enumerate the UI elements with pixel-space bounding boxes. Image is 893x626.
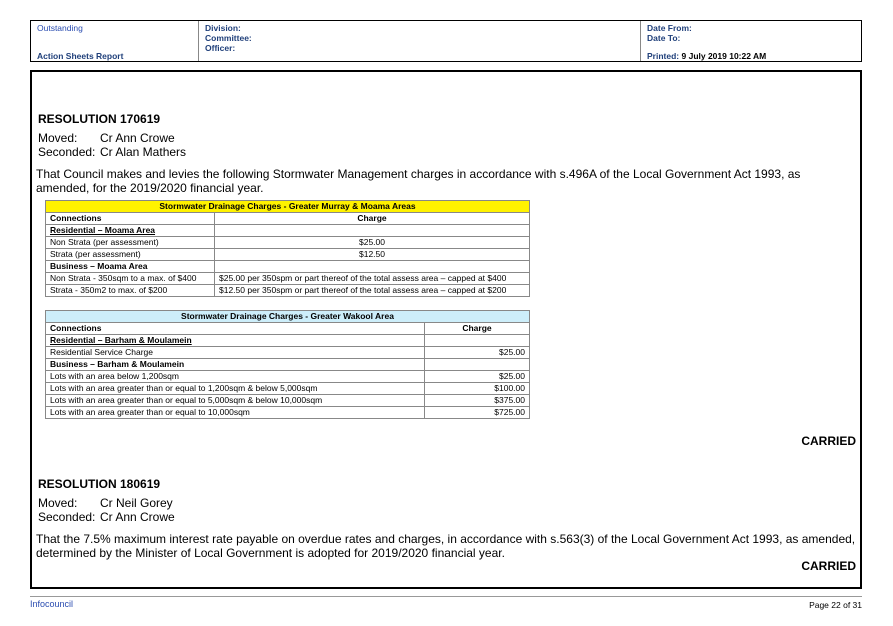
report-body [30,70,862,589]
report-header [30,20,862,62]
column-header: Charge [425,323,530,335]
seconded-line: Seconded: Cr Ann Crowe [38,510,175,524]
table-row: Residential – Moama Area [46,225,530,237]
table-row: Lots with an area greater than or equal to 10,000sqm $725.00 [46,407,530,419]
table-row: Residential – Barham & Moulamein [46,335,530,347]
column-header: Connections [46,213,215,225]
resolution-title: RESOLUTION 180619 [38,477,161,491]
page-number: Page 22 of 31 [809,600,862,610]
table-row: Residential Service Charge $25.00 [46,347,530,359]
table-row: Lots with an area below 1,200sqm $25.00 [46,371,530,383]
carried-label: CARRIED [801,434,856,448]
report-title: Action Sheets Report [37,51,124,61]
table-row: Lots with an area greater than or equal to 1,200sqm & below 5,000sqm $100.00 [46,383,530,395]
charges-table-murray-moama [45,200,530,297]
table-row: Non Strata - 350sqm to a max. of $400 $25.00 per 350spm or part thereof of the total assess area – capped at $400 [46,273,530,285]
footer-divider [30,596,862,597]
header-divider [640,21,641,61]
carried-label: CARRIED [801,559,856,573]
table-row: Strata (per assessment) $12.50 [46,249,530,261]
header-divider [198,21,199,61]
table-row: Lots with an area greater than or equal to 5,000sqm & below 10,000sqm $375.00 [46,395,530,407]
resolution-text: That the 7.5% maximum interest rate payable on overdue rates and charges, in accordance with s.563(3) of the Local Government Act 1993, as amended, determined by the Minister of Local Government is adopted for 2019/2020 financial year. [36,532,856,560]
moved-line: Moved: Cr Ann Crowe [38,131,175,145]
table-caption: Stormwater Drainage Charges - Greater Murray & Moama Areas [46,201,530,213]
table-row: Strata - 350m2 to max. of $200 $12.50 per 350spm or part thereof of the total assess area – capped at $200 [46,285,530,297]
table-row: Business – Moama Area [46,261,530,273]
table-row: Non Strata (per assessment) $25.00 [46,237,530,249]
column-header: Charge [215,213,530,225]
footer-brand: Infocouncil [30,599,74,609]
resolution-2 [38,477,175,524]
date-from-label: Date From: [647,23,692,33]
status-label: Outstanding [37,23,83,33]
moved-line: Moved: Cr Neil Gorey [38,496,173,510]
table-row: Business – Barham & Moulamein [46,359,530,371]
column-header: Connections [46,323,425,335]
committee-label: Committee: [205,33,252,43]
resolution-1 [38,112,186,159]
officer-label: Officer: [205,43,236,53]
division-label: Division: [205,23,241,33]
charges-table-wakool [45,310,530,419]
seconded-line: Seconded: Cr Alan Mathers [38,145,187,159]
resolution-text: That Council makes and levies the following Stormwater Management charges in accordance with s.496A of the Local Government Act 1993, as amended, for the 2019/2020 financial year. [36,167,801,195]
filter-labels [205,23,252,53]
printed-date: Printed: 9 July 2019 10:22 AM [647,51,767,61]
date-to-label: Date To: [647,33,681,43]
table-caption: Stormwater Drainage Charges - Greater Wakool Area [46,311,530,323]
resolution-title: RESOLUTION 170619 [38,112,161,126]
date-labels [647,23,692,43]
